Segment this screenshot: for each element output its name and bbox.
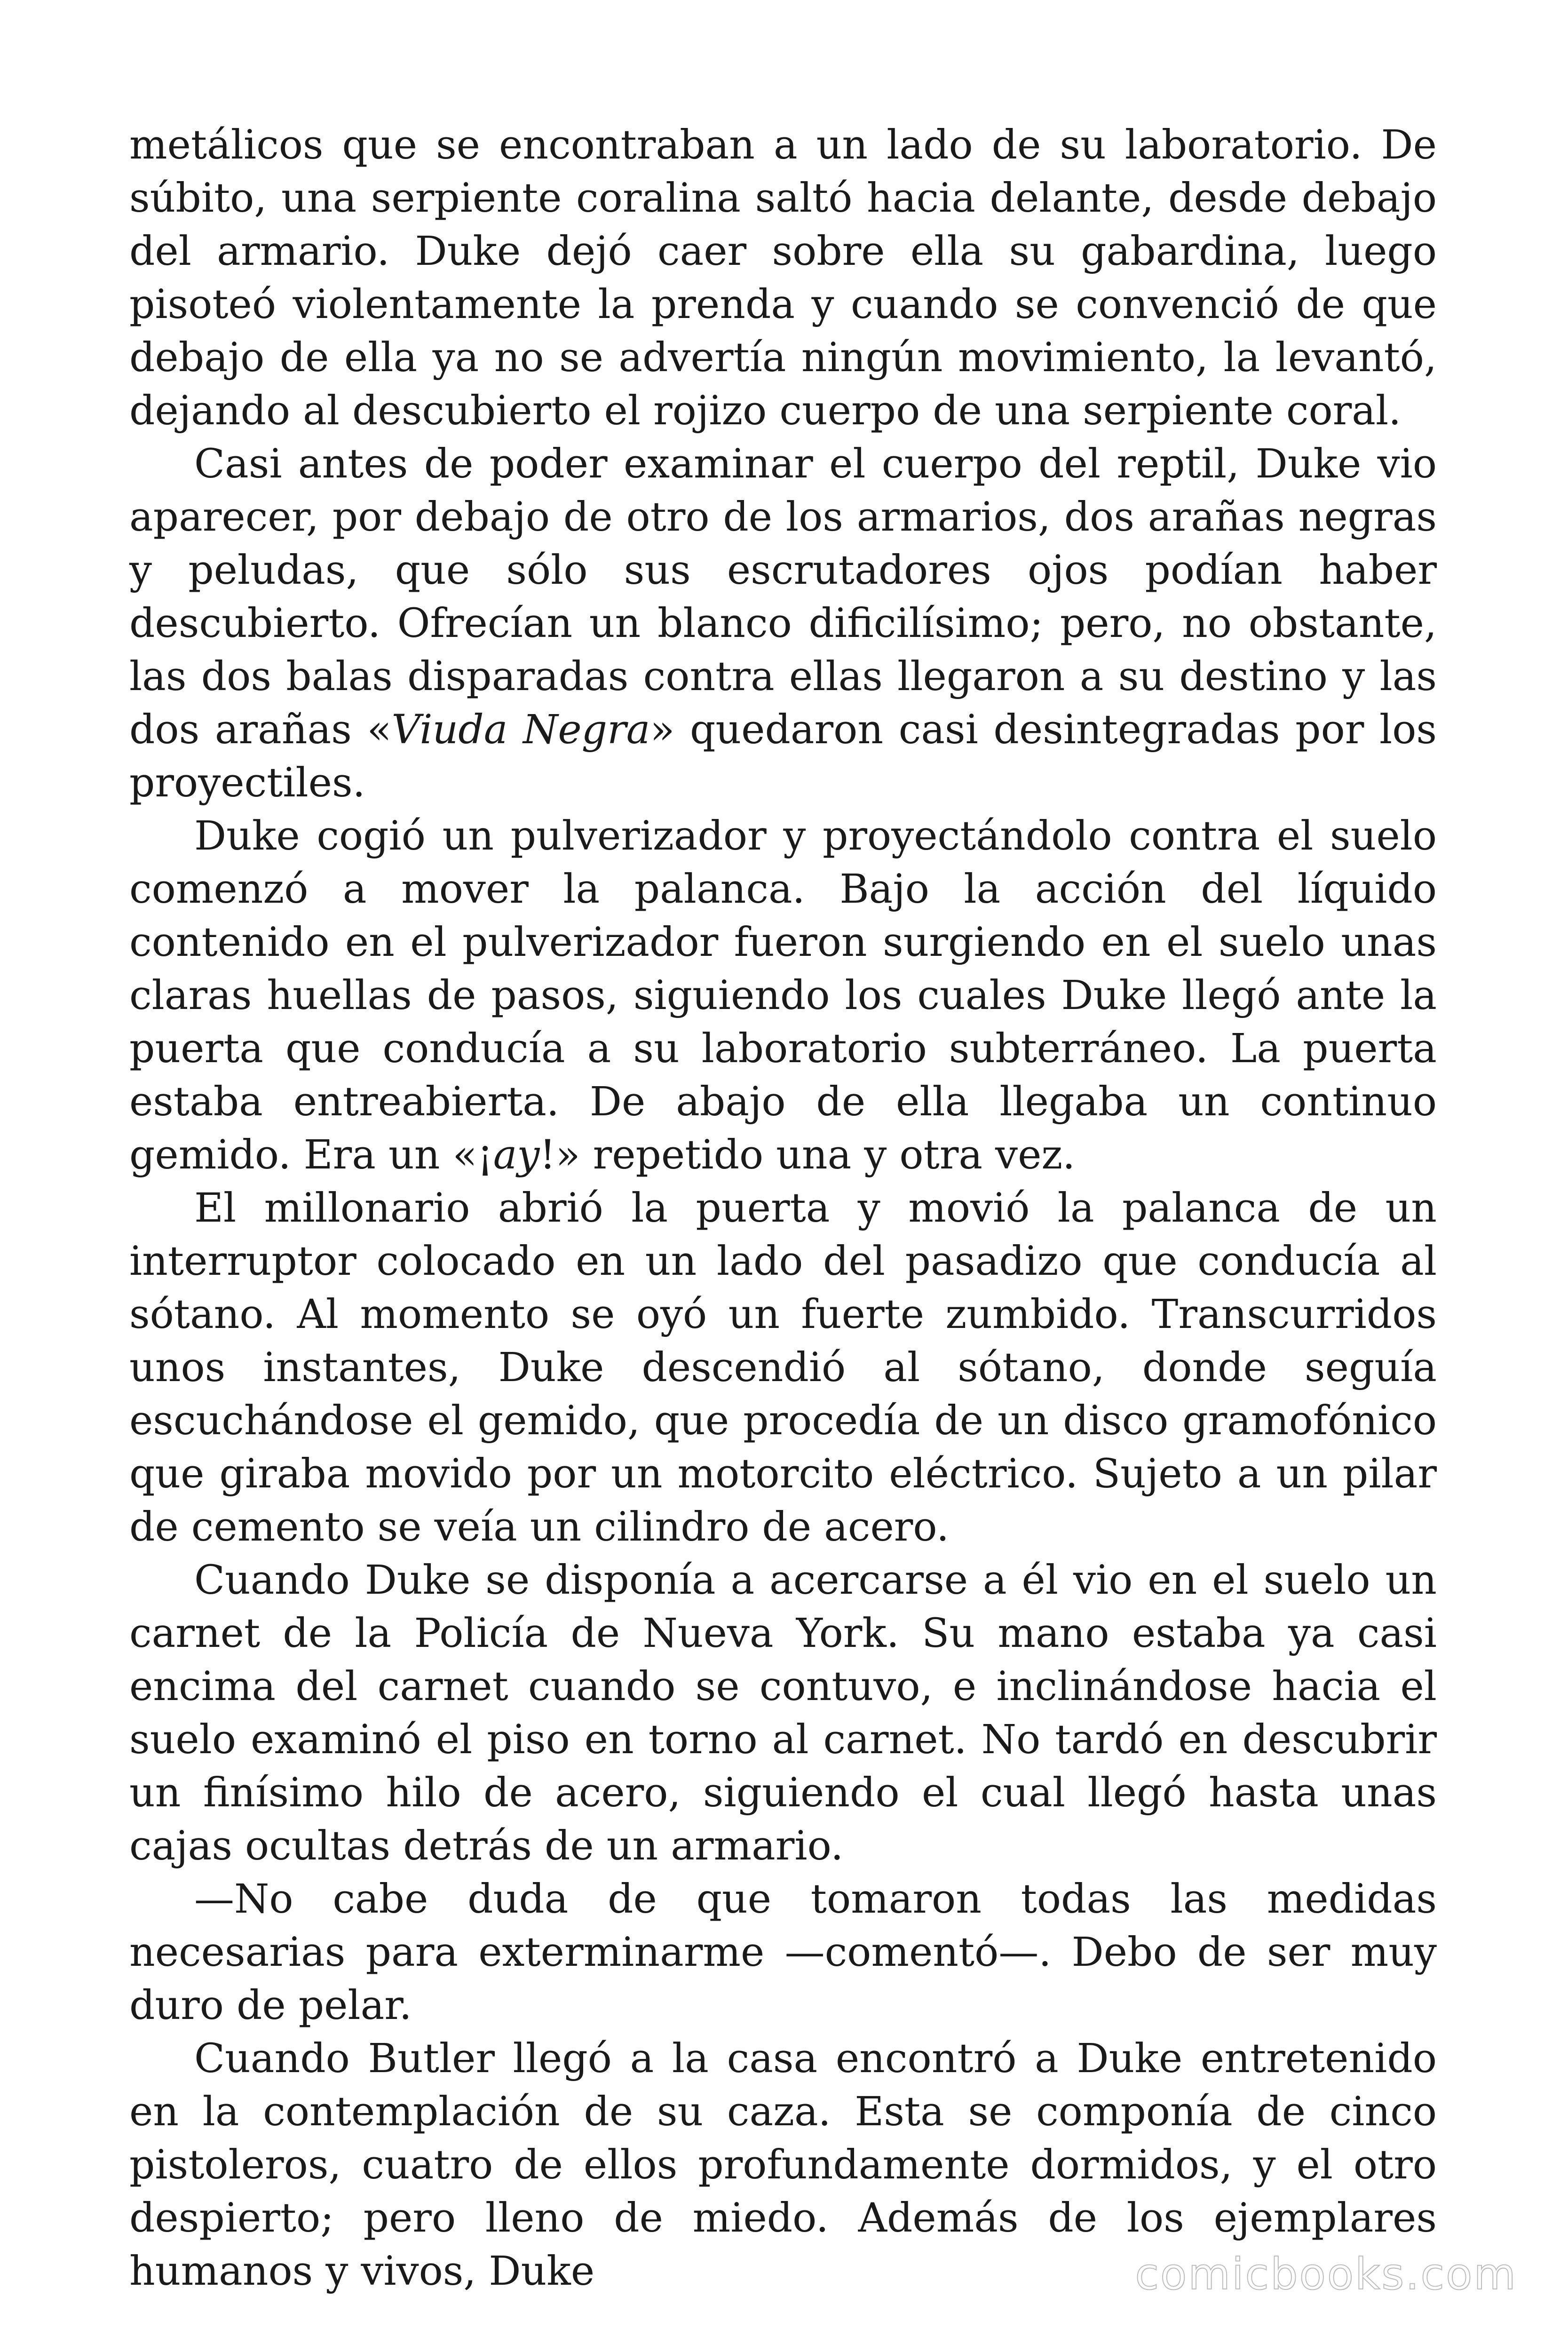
paragraph-4	[129, 1182, 1437, 1554]
paragraph-text: El millonario abrió la puerta y movió la palanca de un interruptor colocado en un lado del pasadizo que conducía al sótano. Al momento se oyó un fuerte zumbido. Transcurridos unos instantes, Duke descendió al sótano, donde seguía escuchándose el gemido, que procedía de un disco gramofónico que giraba movido por un motorcito eléctrico. Sujeto a un pilar de cemento se veía un cilindro de acero.	[129, 1185, 1437, 1550]
paragraph-text: Cuando Butler llegó a la casa encontró a Duke entretenido en la contemplación de su caza. Esta se componía de cinco pistoleros, cuatro de ellos profundamente dormidos, y el otro despierto; pero lleno de miedo. Además de los ejemplares humanos y vivos, Duke	[129, 2035, 1437, 2295]
italic-phrase: ay	[493, 1132, 540, 1178]
watermark: comicbooks.com	[1135, 2249, 1517, 2299]
paragraph-1	[129, 119, 1437, 437]
paragraph-text: Duke cogió un pulverizador y proyectándolo contra el suelo comenzó a mover la palanca. Bajo la acción del líquido contenido en el pulverizador fueron surgiendo en el suelo unas claras huellas de pasos, siguiendo los cuales Duke llegó ante la puerta que conducía a su laboratorio subterráneo. La puerta estaba entreabierta. De abajo de ella llegaba un continuo gemido. Era un «¡	[129, 813, 1437, 1178]
paragraph-text: !» repetido una y otra vez.	[539, 1132, 1076, 1178]
paragraph-5	[129, 1554, 1437, 1873]
paragraph-text: Cuando Duke se disponía a acercarse a él vio en el suelo un carnet de la Policía de Nueva York. Su mano estaba ya casi encima del carnet cuando se contuvo, e inclinándose hacia el suelo examinó el piso en torno al carnet. No tardó en descubrir un finísimo hilo de acero, siguiendo el cual llegó hasta unas cajas ocultas detrás de un armario.	[129, 1557, 1437, 1869]
paragraph-text: Casi antes de poder examinar el cuerpo del reptil, Duke vio aparecer, por debajo de otro de los armarios, dos arañas negras y peludas, que sólo sus escrutadores ojos podían haber descubierto. Ofrecían un blanco dificilísimo; pero, no obstante, las dos balas disparadas contra ellas llegaron a su destino y las dos arañas «	[129, 441, 1437, 753]
paragraph-text: —No cabe duda de que tomaron todas las medidas necesarias para exterminarme —comentó—. Debo de ser muy duro de pelar.	[129, 1876, 1437, 2029]
paragraph-text: metálicos que se encontraban a un lado de su laboratorio. De súbito, una serpiente coralina saltó hacia delante, desde debajo del armario. Duke dejó caer sobre ella su gabardina, luego pisoteó violentamente la prenda y cuando se convenció de que debajo de ella ya no se advertía ningún movimiento, la levantó, dejando al descubierto el rojizo cuerpo de una serpiente coral.	[129, 122, 1437, 434]
paragraph-3	[129, 810, 1437, 1182]
page-body	[129, 119, 1437, 2298]
paragraph-6	[129, 1873, 1437, 2032]
paragraph-text: » quedaron casi desintegradas por los proyectiles.	[129, 707, 1437, 806]
paragraph-2	[129, 437, 1437, 810]
italic-phrase: Viuda Negra	[391, 707, 650, 753]
